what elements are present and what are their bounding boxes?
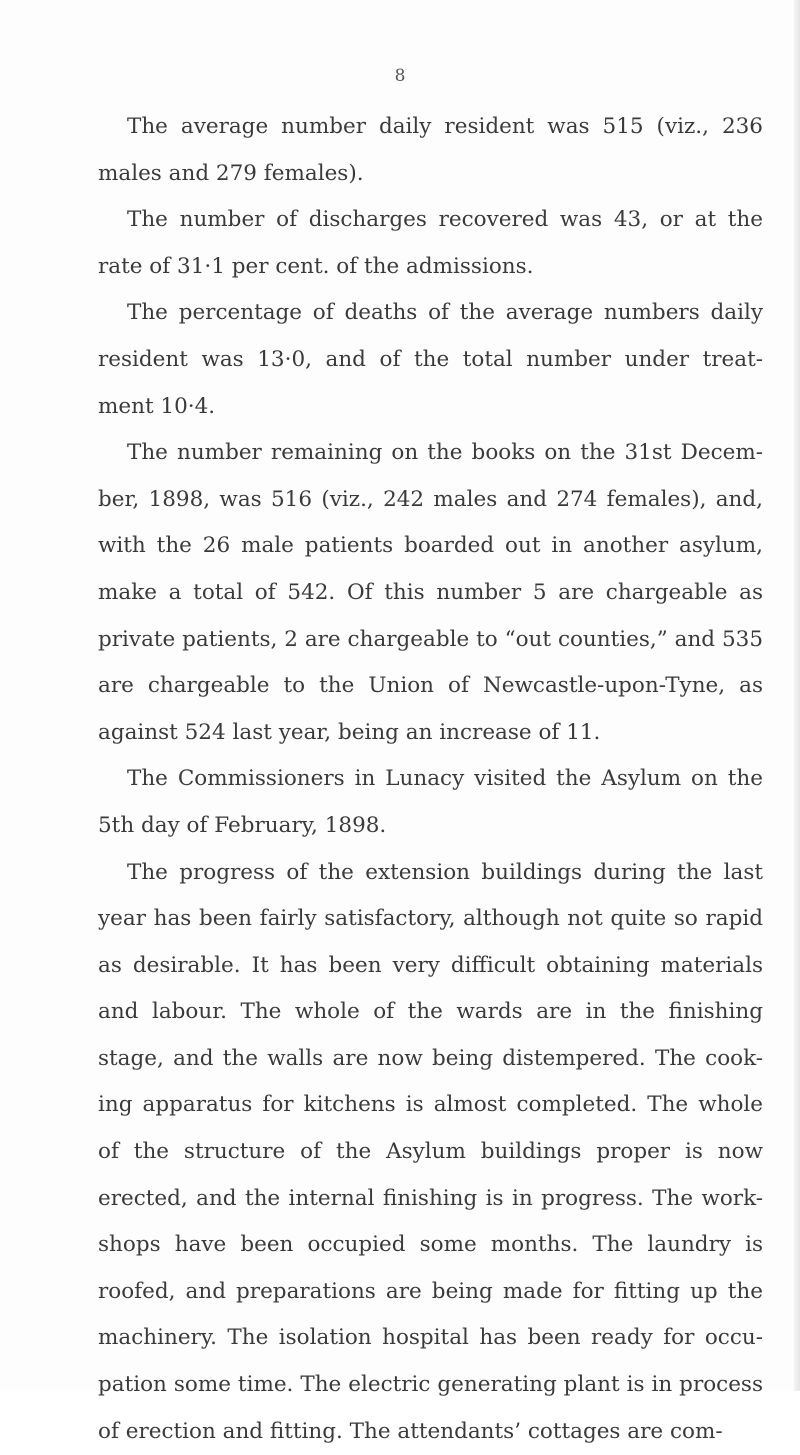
paragraph-average-resident: The average number daily resident was 515 (viz., 236 males and 279 females). xyxy=(98,104,763,197)
paragraph-extension-progress: The progress of the extension buildings during the last year has been fairly satisfactory, although not quite so rapid as desirable. It has been very difficult obtaining materials and labour. The whole of the wards are in the finishing stage, and the walls are now being distempered. The cook- ing apparatus for kitchens is almost completed. The whole of the structure of the Asylum buildings proper is now erected, and the internal finishing is in progress. The work- shops have been occupied some months. The laundry is roofed, and preparations are being made for fitting up the machinery. The isolation hospital has been ready for occu- pation some time. The electric generating plant is in process of erection and fitting. The attendants’ cottages are com- xyxy=(98,850,763,1455)
paragraph-commissioners: The Commissioners in Lunacy visited the Asylum on the 5th day of February, 1898. xyxy=(98,756,763,849)
paragraph-discharges: The number of discharges recovered was 43, or at the rate of 31·1 per cent. of the admissions. xyxy=(98,197,763,290)
paragraph-remaining: The number remaining on the books on the 31st Decem- ber, 1898, was 516 (viz., 242 males and 274 females), and, with the 26 male patients boarded out in another asylum, make a total of 542. Of this number 5 are chargeable as private patients, 2 are chargeable to “out counties,” and 535 are chargeable to the Union of Newcastle-upon-Tyne, as against 524 last year, being an increase of 11. xyxy=(98,430,763,756)
page-number: 8 xyxy=(0,66,800,86)
page-edge-shadow xyxy=(794,0,800,1391)
body-text xyxy=(98,104,763,1455)
paragraph-deaths: The percentage of deaths of the average numbers daily resident was 13·0, and of the total number under treat- ment 10·4. xyxy=(98,290,763,430)
